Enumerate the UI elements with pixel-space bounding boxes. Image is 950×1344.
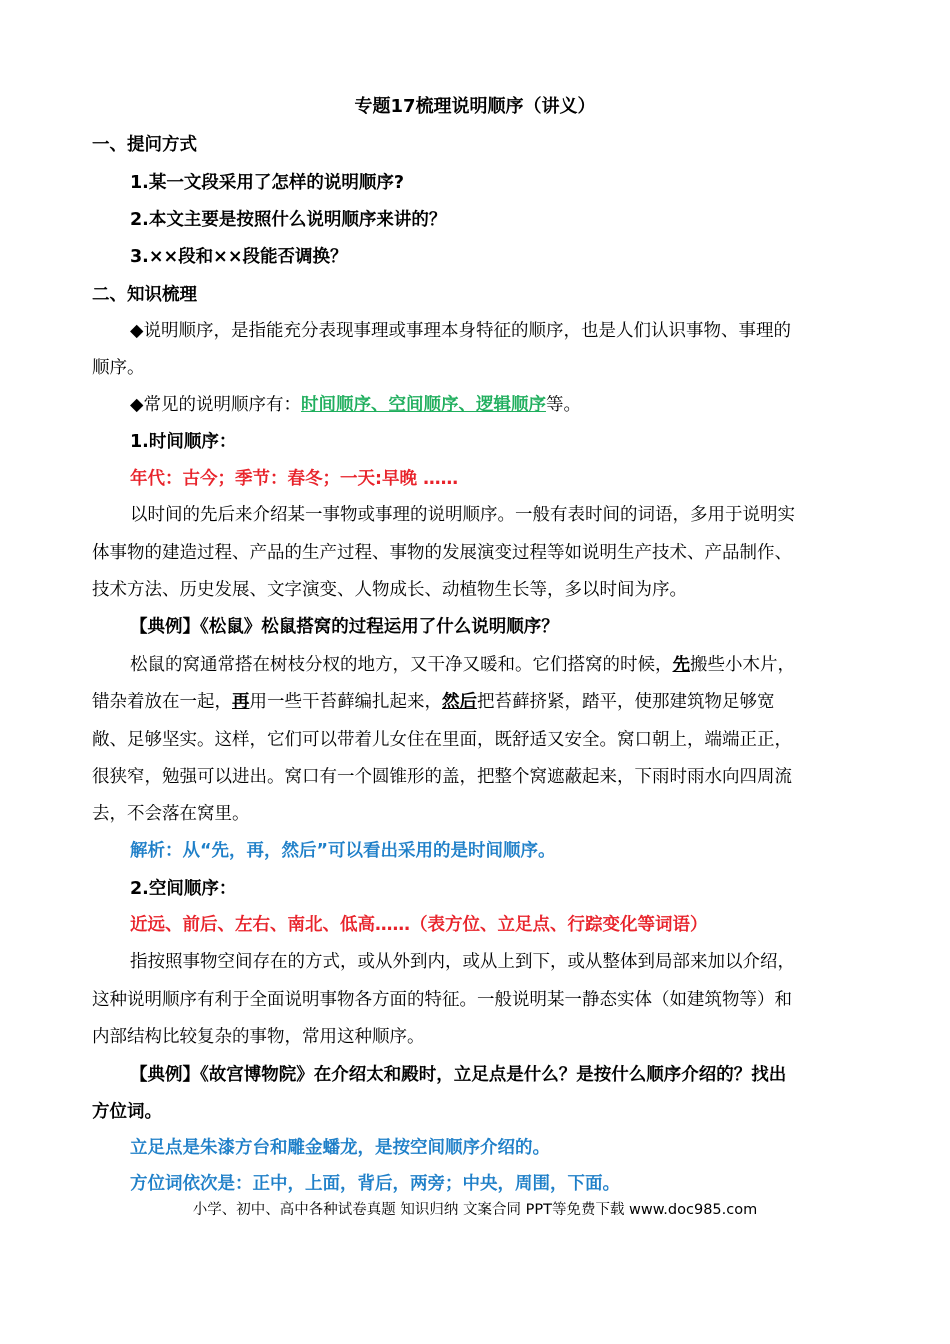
question-3: 3.××段和××段能否调换？ [130, 247, 348, 267]
keyword-zai: 再 [232, 692, 250, 712]
page-footer: 小学、初中、高中各种试卷真题 知识归纳 文案合同 PPT等免费下载 www.doc985.com [192, 1202, 758, 1218]
question-2: 2.本文主要是按照什么说明顺序来讲的？ [130, 210, 447, 230]
squirrel-text-5: 去，不会落在窝里。 [92, 804, 250, 824]
space-example-question-1: 【典例】《故宫博物院》在介绍太和殿时，立足点是什么？是按什么顺序介绍的？找出 [130, 1065, 787, 1085]
common-orders [130, 391, 862, 416]
keyword-ranhou: 然后 [442, 692, 477, 712]
space-order-heading: 2.空间顺序： [130, 879, 237, 899]
page-title: 专题17梳理说明顺序（讲义） [354, 96, 596, 117]
squirrel-text-1 [130, 651, 862, 676]
question-1: 1.某一文段采用了怎样的说明顺序? [130, 173, 404, 193]
squirrel-text-4: 很狭窄，勉强可以进出。窝口有一个圆锥形的盖，把整个窝遮蔽起来，下雨时雨水向四周流 [92, 767, 792, 787]
common-orders-suffix: 等。 [545, 395, 581, 415]
squirrel-text-2 [92, 688, 862, 713]
space-order-desc-3: 内部结构比较复杂的事物，常用这种顺序。 [92, 1027, 425, 1047]
squirrel-text-2a: 错杂着放在一起， [92, 692, 232, 712]
section-heading-knowledge: 二、知识梳理 [92, 285, 197, 305]
time-order-desc-2: 体事物的建造过程、产品的生产过程、事物的发展演变过程等如说明生产技术、产品制作、 [92, 543, 792, 563]
squirrel-text-1a: 松鼠的窝通常搭在树枝分杈的地方，又干净又暖和。它们搭窝的时候， [130, 655, 673, 675]
keyword-xian: 先 [672, 655, 690, 675]
time-order-keywords: 年代：古今；季节：春冬；一天:早晚 …… [130, 469, 459, 489]
squirrel-text-1b: 搬些小木片， [690, 655, 795, 675]
space-example-answer-1: 立足点是朱漆方台和雕金蟠龙，是按空间顺序介绍的。 [130, 1138, 550, 1158]
space-order-desc-2: 这种说明顺序有利于全面说明事物各方面的特征。一般说明某一静态实体（如建筑物等）和 [92, 990, 792, 1010]
section-heading-questions: 一、提问方式 [92, 135, 197, 155]
space-order-desc-1: 指按照事物空间存在的方式，或从外到内，或从上到下，或从整体到局部来加以介绍， [130, 952, 795, 972]
time-order-desc-3: 技术方法、历史发展、文字演变、人物成长、动植物生长等，多以时间为序。 [92, 580, 687, 600]
squirrel-text-2c: 把苔藓挤紧，踏平，使那建筑物足够宽 [477, 692, 775, 712]
time-example-analysis: 解析：从“先，再，然后”可以看出采用的是时间顺序。 [130, 841, 556, 861]
time-order-desc-1: 以时间的先后来介绍某一事物或事理的说明顺序。一般有表时间的词语，多用于说明实 [130, 505, 795, 525]
common-orders-prefix: ◆常见的说明顺序有： [130, 395, 301, 415]
time-example-question: 【典例】《松鼠》松鼠搭窝的过程运用了什么说明顺序？ [130, 617, 559, 637]
squirrel-text-3: 敞、足够坚实。这样，它们可以带着儿女住在里面，既舒适又安全。窝口朝上，端端正正， [92, 730, 792, 750]
time-order-heading: 1.时间顺序： [130, 432, 237, 452]
definition-line-1: ◆说明顺序，是指能充分表现事理或事理本身特征的顺序，也是人们认识事物、事理的 [130, 321, 791, 341]
space-order-keywords: 近远、前后、左右、南北、低高……（表方位、立足点、行踪变化等词语） [130, 915, 708, 935]
space-example-question-2: 方位词。 [92, 1102, 162, 1122]
squirrel-text-2b: 用一些干苔藓编扎起来， [249, 692, 442, 712]
definition-line-2: 顺序。 [92, 358, 145, 378]
space-example-answer-2: 方位词依次是：正中，上面，背后，两旁；中央，周围，下面。 [130, 1174, 620, 1194]
common-orders-types: 时间顺序、空间顺序、逻辑顺序 [300, 395, 546, 415]
